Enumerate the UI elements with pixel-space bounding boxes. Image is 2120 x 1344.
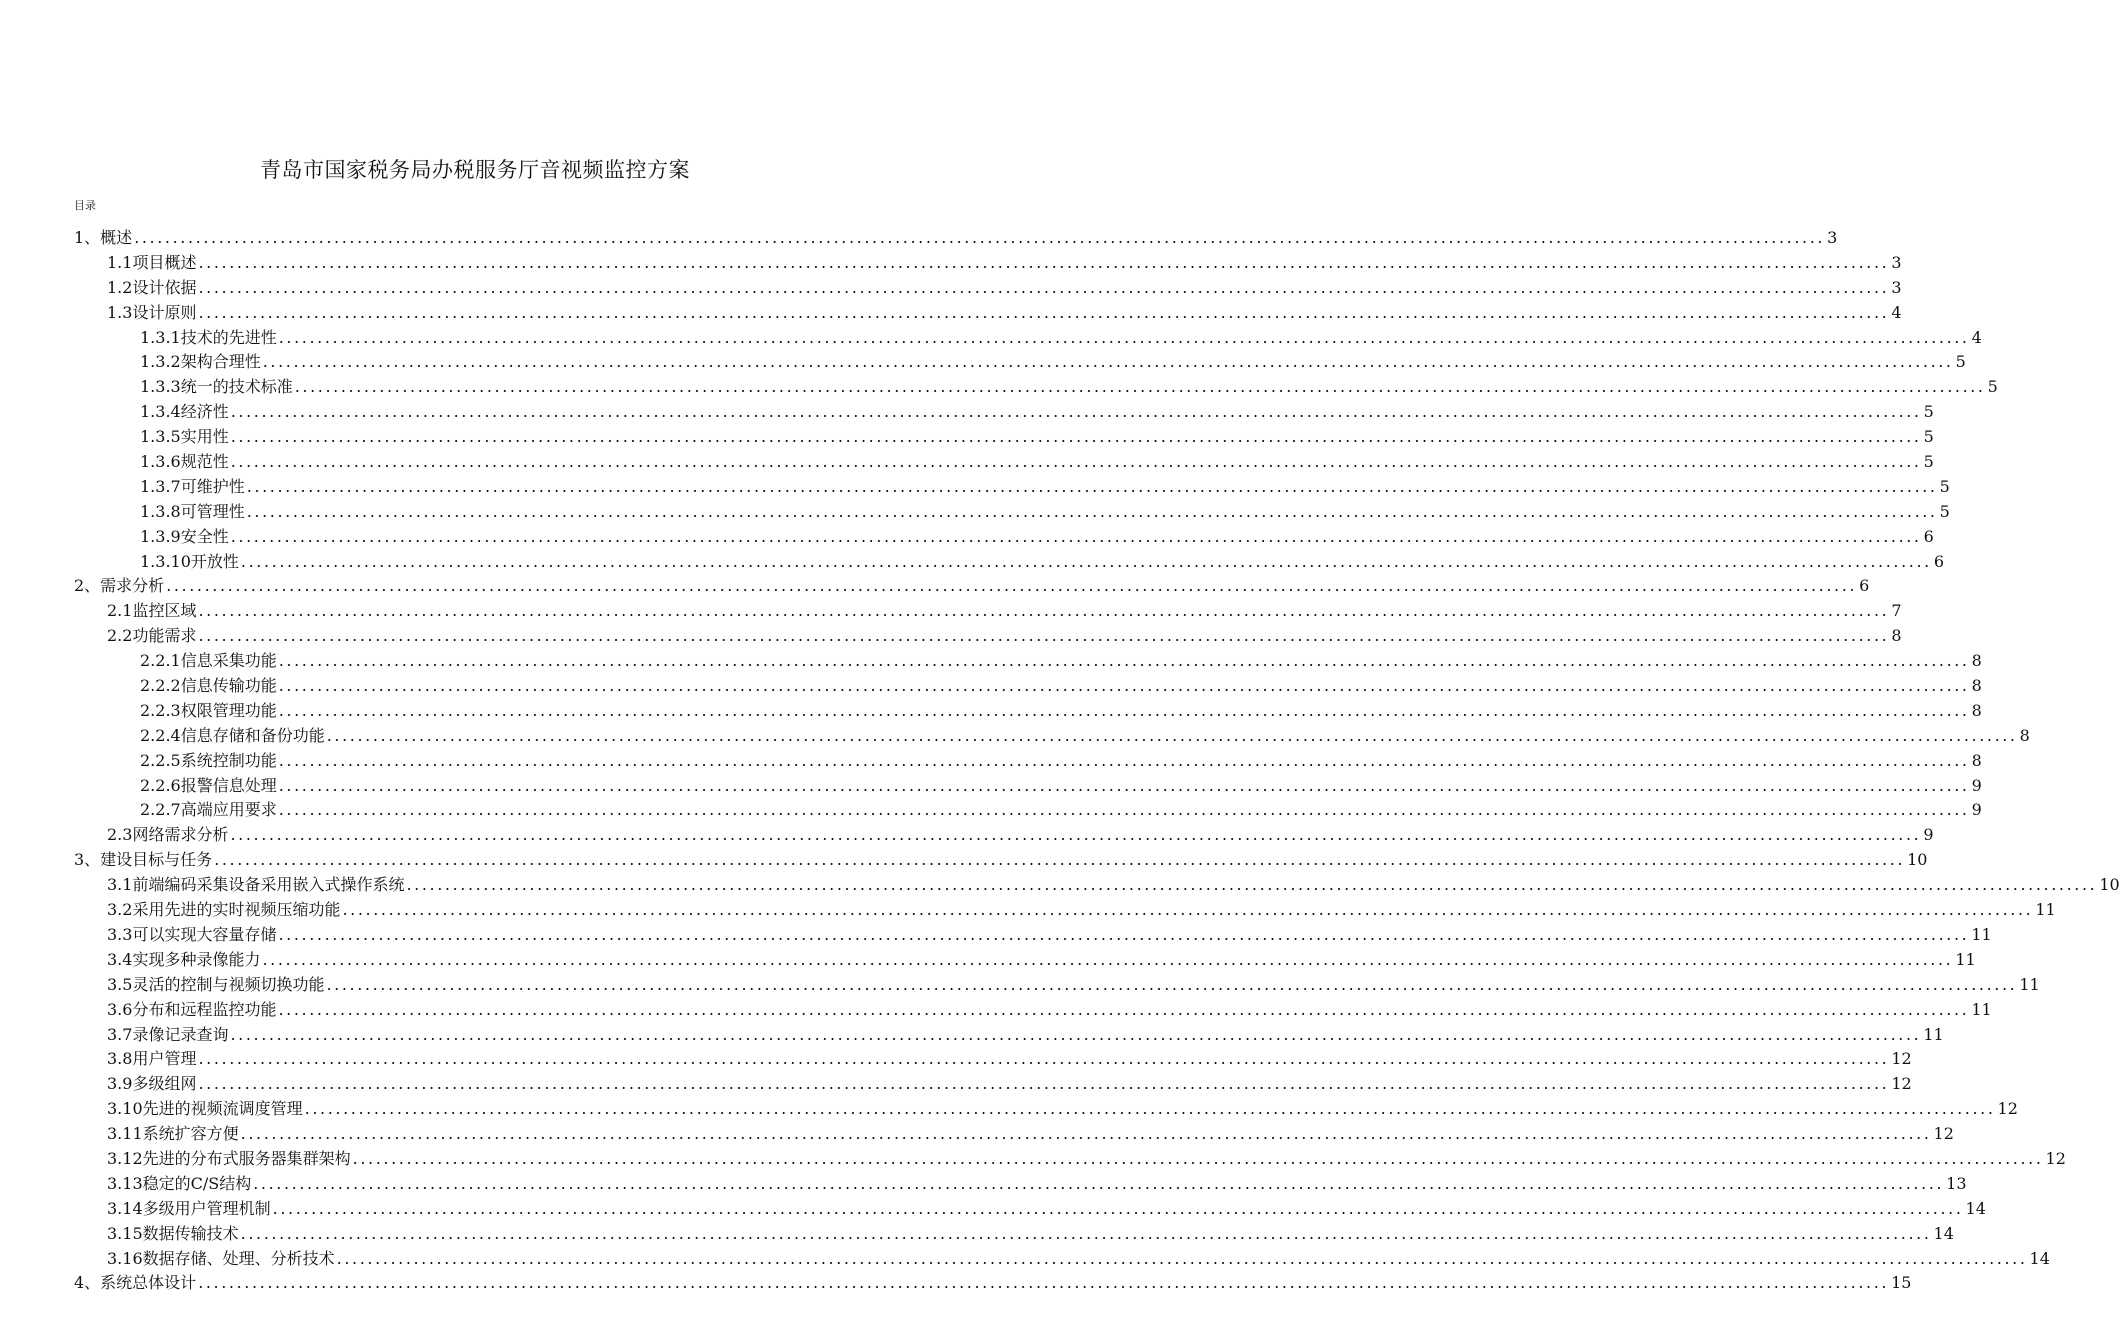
toc-entry[interactable] [74,774,1982,799]
toc-entry-page: 5 [1923,452,1934,472]
toc-entry[interactable] [74,400,1934,425]
toc-dot-leader: ............................................................................................................................................................................................................................ [198,626,1890,646]
toc-dot-leader: ............................................................................................................................................................................................................................ [134,228,1826,247]
toc-entry-label: 3.4实现多种录像能力 [107,949,261,969]
toc-entry-page: 5 [1923,402,1934,422]
toc-entry-page: 8 [1971,750,1982,770]
toc-entry[interactable] [74,699,1982,724]
toc-entry-page: 6 [1859,576,1870,596]
toc-entry-label: 3.10先进的视频流调度管理 [107,1099,303,1119]
toc-dot-leader: ............................................................................................................................................................................................................................ [304,1099,1996,1119]
toc-entry-label: 4、系统总体设计 [74,1273,197,1293]
toc-entry[interactable] [74,226,1838,251]
toc-heading: 目录 [74,199,96,212]
toc-dot-leader: ............................................................................................................................................................................................................................ [278,999,1970,1019]
toc-entry-page: 10 [1907,850,1928,870]
table-of-contents [74,226,2120,1296]
toc-entry-label: 2.2.7高端应用要求 [140,800,277,820]
toc-dot-leader: ............................................................................................................................................................................................................................ [278,651,1970,671]
toc-entry-page: 6 [1923,526,1934,546]
toc-entry-label: 1.3设计原则 [107,302,197,322]
toc-entry[interactable] [74,923,1992,948]
toc-entry-label: 2.2.6报警信息处理 [140,775,277,795]
toc-dot-leader: ............................................................................................................................................................................................................................ [262,352,1954,372]
toc-entry-page: 9 [1971,800,1982,820]
toc-entry-page: 5 [1923,427,1934,447]
toc-entry[interactable] [74,550,1944,575]
toc-dot-leader: ............................................................................................................................................................................................................................ [240,1124,1932,1144]
toc-dot-leader: ............................................................................................................................................................................................................................ [278,700,1970,720]
toc-dot-leader: ............................................................................................................................................................................................................................ [272,1198,1964,1218]
toc-entry-page: 3 [1891,277,1902,297]
toc-entry[interactable] [74,450,1934,475]
toc-dot-leader: ............................................................................................................................................................................................................................ [278,750,1970,770]
toc-entry-page: 11 [2019,974,2040,994]
toc-entry[interactable] [74,1271,1912,1296]
toc-entry[interactable] [74,823,1934,848]
toc-dot-leader: ............................................................................................................................................................................................................................ [278,800,1970,820]
toc-dot-leader: ............................................................................................................................................................................................................................ [198,1074,1890,1094]
toc-entry-label: 3.15数据传输技术 [107,1223,239,1243]
toc-entry-label: 2、需求分析 [74,576,165,596]
toc-dot-leader: ............................................................................................................................................................................................................................ [278,327,1970,347]
toc-entry-label: 3.2采用先进的实时视频压缩功能 [107,900,341,920]
toc-entry[interactable] [74,1023,1944,1048]
toc-entry[interactable] [74,848,1928,873]
toc-entry-page: 14 [1933,1223,1954,1243]
toc-dot-leader: ............................................................................................................................................................................................................................ [406,875,2098,895]
toc-entry[interactable] [74,1122,1954,1147]
toc-entry-label: 1.3.10开放性 [140,551,239,571]
toc-entry[interactable] [74,1147,2066,1172]
toc-entry-label: 1.3.7可维护性 [140,476,245,496]
toc-entry-page: 12 [1997,1099,2018,1119]
toc-entry-page: 11 [1971,999,1992,1019]
toc-entry[interactable] [74,1172,1967,1197]
toc-entry-page: 11 [1923,1024,1944,1044]
toc-entry[interactable] [74,898,2056,923]
toc-entry-label: 2.3网络需求分析 [107,825,229,845]
toc-entry-label: 1.3.5实用性 [140,427,229,447]
toc-entry-page: 10 [2099,875,2120,895]
toc-entry-label: 2.2.4信息存储和备份功能 [140,725,325,745]
toc-entry-page: 11 [1971,924,1992,944]
toc-entry-label: 3.1前端编码采集设备采用嵌入式操作系统 [107,875,405,895]
toc-entry-page: 12 [2045,1148,2066,1168]
toc-entry-page: 12 [1891,1049,1912,1069]
toc-entry-label: 1.3.1技术的先进性 [140,327,277,347]
toc-entry[interactable] [74,1072,1912,1097]
toc-entry-page: 7 [1891,601,1902,621]
toc-entry-page: 6 [1933,551,1944,571]
toc-entry-page: 3 [1827,228,1838,247]
toc-entry-page: 4 [1971,327,1982,347]
toc-dot-leader: ............................................................................................................................................................................................................................ [352,1148,2044,1168]
toc-entry[interactable] [74,724,2030,749]
toc-dot-leader: ............................................................................................................................................................................................................................ [230,452,1922,472]
toc-entry-label: 2.2.2信息传输功能 [140,676,277,696]
toc-entry-label: 3.13稳定的C/S结构 [107,1173,252,1193]
toc-dot-leader: ............................................................................................................................................................................................................................ [294,377,1986,397]
toc-entry-page: 12 [1891,1074,1912,1094]
toc-entry-label: 2.2.1信息采集功能 [140,651,277,671]
toc-entry-label: 1.3.6规范性 [140,452,229,472]
toc-dot-leader: ............................................................................................................................................................................................................................ [198,1049,1890,1069]
toc-dot-leader: ............................................................................................................................................................................................................................ [230,1024,1922,1044]
toc-dot-leader: ............................................................................................................................................................................................................................ [230,402,1922,422]
toc-entry-label: 3.6分布和远程监控功能 [107,999,277,1019]
toc-dot-leader: ............................................................................................................................................................................................................................ [214,850,1906,870]
toc-entry-label: 1.3.8可管理性 [140,501,245,521]
toc-entry-label: 3.9多级组网 [107,1074,197,1094]
toc-entry[interactable] [74,574,1870,599]
toc-dot-leader: ............................................................................................................................................................................................................................ [230,526,1922,546]
toc-entry[interactable] [74,624,1902,649]
toc-entry-page: 5 [1955,352,1966,372]
toc-entry-label: 1、概述 [74,228,133,247]
toc-entry[interactable] [74,251,1902,276]
toc-entry-page: 9 [1971,775,1982,795]
toc-entry-label: 3.14多级用户管理机制 [107,1198,271,1218]
toc-entry-page: 5 [1939,501,1950,521]
toc-entry-page: 11 [2035,900,2056,920]
toc-entry-page: 5 [1939,476,1950,496]
toc-entry[interactable] [74,973,2040,998]
toc-entry-label: 2.2功能需求 [107,626,197,646]
toc-entry[interactable] [74,948,1976,973]
toc-dot-leader: ............................................................................................................................................................................................................................ [198,302,1890,322]
toc-entry[interactable] [74,798,1982,823]
toc-entry[interactable] [74,1097,2018,1122]
toc-dot-leader: ............................................................................................................................................................................................................................ [246,476,1938,496]
toc-entry[interactable] [74,301,1902,326]
toc-dot-leader: ............................................................................................................................................................................................................................ [198,277,1890,297]
toc-entry-page: 12 [1933,1124,1954,1144]
toc-entry-page: 9 [1923,825,1934,845]
toc-entry[interactable] [74,326,1982,351]
toc-entry[interactable] [74,1197,1986,1222]
toc-entry[interactable] [74,525,1934,550]
toc-entry-label: 2.2.5系统控制功能 [140,750,277,770]
toc-dot-leader: ............................................................................................................................................................................................................................ [198,601,1890,621]
toc-entry-label: 3.3可以实现大容量存储 [107,924,277,944]
toc-entry[interactable] [74,599,1902,624]
toc-entry-label: 1.1项目概述 [107,252,197,272]
toc-entry-page: 8 [2019,725,2030,745]
toc-dot-leader: ............................................................................................................................................................................................................................ [246,501,1938,521]
toc-entry-label: 3.12先进的分布式服务器集群架构 [107,1148,351,1168]
toc-entry-page: 15 [1891,1273,1912,1293]
toc-entry-label: 3.5灵活的控制与视频切换功能 [107,974,325,994]
toc-dot-leader: ............................................................................................................................................................................................................................ [278,676,1970,696]
toc-entry-page: 14 [2029,1248,2050,1268]
toc-entry-page: 14 [1965,1198,1986,1218]
toc-entry-label: 3、建设目标与任务 [74,850,213,870]
toc-dot-leader: ............................................................................................................................................................................................................................ [262,949,1954,969]
toc-entry-page: 8 [1971,651,1982,671]
toc-entry-label: 1.3.4经济性 [140,402,229,422]
toc-dot-leader: ............................................................................................................................................................................................................................ [166,576,1858,596]
toc-dot-leader: ............................................................................................................................................................................................................................ [230,825,1922,845]
toc-dot-leader: ............................................................................................................................................................................................................................ [198,252,1890,272]
toc-dot-leader: ............................................................................................................................................................................................................................ [240,551,1932,571]
toc-dot-leader: ............................................................................................................................................................................................................................ [230,427,1922,447]
toc-entry[interactable] [74,749,1982,774]
toc-entry[interactable] [74,350,1966,375]
toc-entry-label: 2.1监控区域 [107,601,197,621]
toc-entry-label: 1.3.3统一的技术标准 [140,377,293,397]
document-title: 青岛市国家税务局办税服务厅音视频监控方案 [260,158,690,182]
toc-entry-page: 4 [1891,302,1902,322]
toc-entry-page: 8 [1971,700,1982,720]
toc-entry[interactable] [74,1247,2050,1272]
toc-entry[interactable] [74,375,1998,400]
toc-entry[interactable] [74,425,1934,450]
toc-entry-page: 8 [1891,626,1902,646]
toc-dot-leader: ............................................................................................................................................................................................................................ [253,1173,1945,1193]
toc-entry[interactable] [74,276,1902,301]
toc-dot-leader: ............................................................................................................................................................................................................................ [326,725,2018,745]
toc-entry[interactable] [74,500,1950,525]
toc-dot-leader: ............................................................................................................................................................................................................................ [278,775,1970,795]
toc-entry[interactable] [74,1222,1954,1247]
toc-entry[interactable] [74,649,1982,674]
toc-entry-label: 1.2设计依据 [107,277,197,297]
toc-entry[interactable] [74,873,2120,898]
toc-entry-label: 3.7录像记录查询 [107,1024,229,1044]
toc-entry-label: 1.3.9安全性 [140,526,229,546]
toc-dot-leader: ............................................................................................................................................................................................................................ [278,924,1970,944]
toc-dot-leader: ............................................................................................................................................................................................................................ [342,900,2034,920]
toc-entry-page: 13 [1946,1173,1967,1193]
toc-entry-label: 3.11系统扩容方便 [107,1124,239,1144]
toc-dot-leader: ............................................................................................................................................................................................................................ [326,974,2018,994]
toc-entry[interactable] [74,1047,1912,1072]
toc-dot-leader: ............................................................................................................................................................................................................................ [240,1223,1932,1243]
toc-entry[interactable] [74,674,1982,699]
toc-entry-page: 5 [1987,377,1998,397]
toc-entry[interactable] [74,475,1950,500]
toc-entry-label: 1.3.2架构合理性 [140,352,261,372]
toc-entry[interactable] [74,998,1992,1023]
toc-entry-page: 3 [1891,252,1902,272]
toc-dot-leader: ............................................................................................................................................................................................................................ [198,1273,1890,1293]
toc-entry-label: 3.16数据存储、处理、分析技术 [107,1248,335,1268]
toc-entry-label: 2.2.3权限管理功能 [140,700,277,720]
toc-dot-leader: ............................................................................................................................................................................................................................ [336,1248,2028,1268]
toc-entry-label: 3.8用户管理 [107,1049,197,1069]
toc-entry-page: 8 [1971,676,1982,696]
toc-entry-page: 11 [1955,949,1976,969]
